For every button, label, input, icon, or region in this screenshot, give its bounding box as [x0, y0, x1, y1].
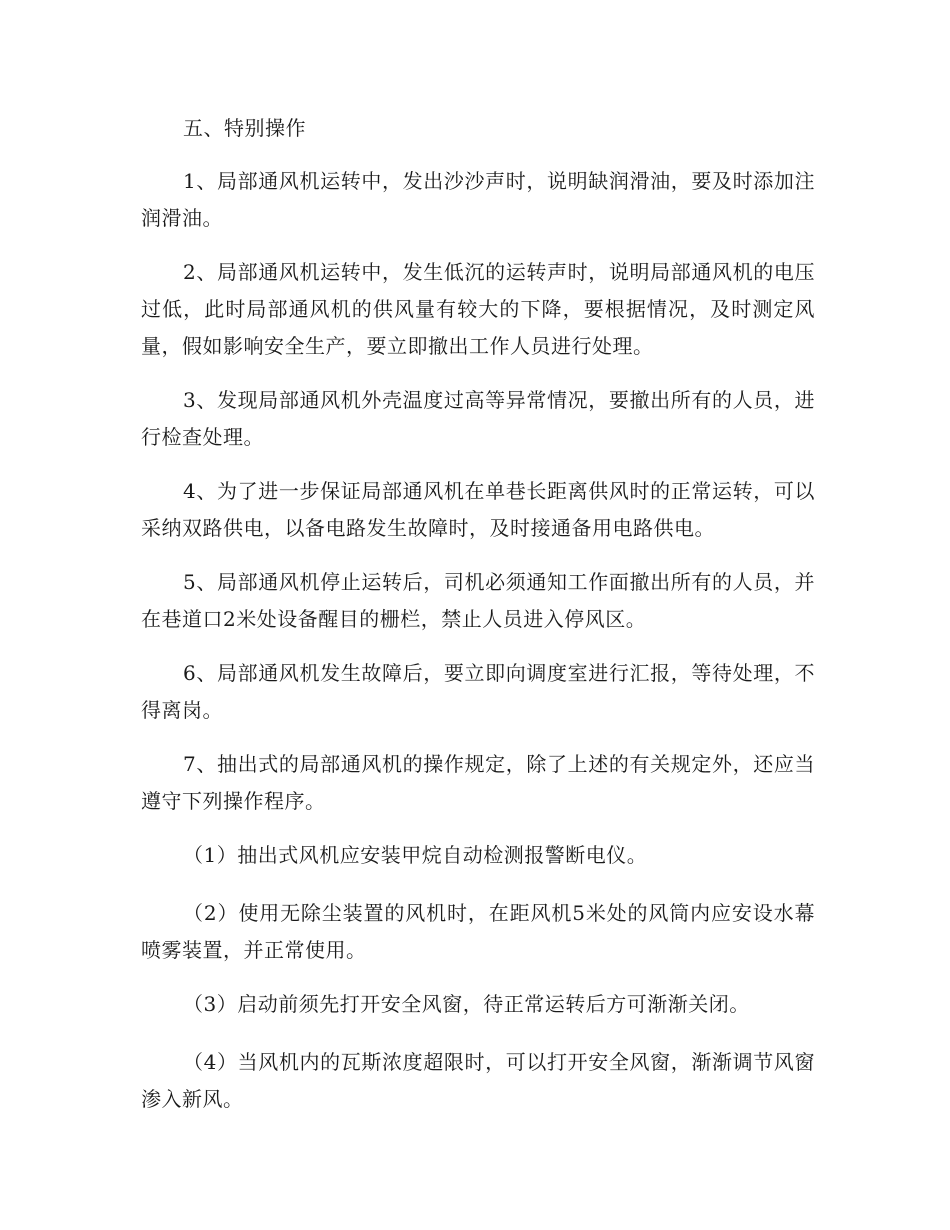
paragraph-5: 5、局部通风机停止运转后，司机必须通知工作面撤出所有的人员，并在巷道口2米处设备醒目的栅栏，禁止人员进入停风区。	[141, 570, 815, 631]
sub-item-1: （1）抽出式风机应安装甲烷自动检测报警断电仪。	[183, 843, 648, 867]
sub-item-2: （2）使用无除尘装置的风机时，在距风机5米处的风筒内应安设水幕喷雾装置，并正常使用。	[141, 901, 815, 962]
sub-item-4: （4）当风机内的瓦斯浓度超限时，可以打开安全风窗，渐渐调节风窗渗入新风。	[141, 1050, 815, 1111]
paragraph-7: 7、抽出式的局部通风机的操作规定，除了上述的有关规定外，还应当遵守下列操作程序。	[141, 752, 815, 813]
paragraph-3: 3、发现局部通风机外壳温度过高等异常情况，要撤出所有的人员，进行检查处理。	[141, 388, 815, 449]
section-heading: 五、特别操作	[183, 116, 306, 140]
paragraph-1: 1、局部通风机运转中，发出沙沙声时，说明缺润滑油，要及时添加注润滑油。	[141, 169, 815, 230]
paragraph-2: 2、局部通风机运转中，发生低沉的运转声时，说明局部通风机的电压过低，此时局部通风机的供风量有较大的下降，要根据情况，及时测定风量，假如影响安全生产，要立即撤出工作人员进行处理。	[141, 260, 815, 358]
sub-item-3: （3）启动前须先打开安全风窗，待正常运转后方可渐渐关闭。	[183, 992, 750, 1016]
paragraph-6: 6、局部通风机发生故障后，要立即向调度室进行汇报，等待处理，不得离岗。	[141, 661, 815, 722]
paragraph-4: 4、为了进一步保证局部通风机在单巷长距离供风时的正常运转，可以采纳双路供电，以备电路发生故障时，及时接通备用电路供电。	[141, 479, 815, 540]
